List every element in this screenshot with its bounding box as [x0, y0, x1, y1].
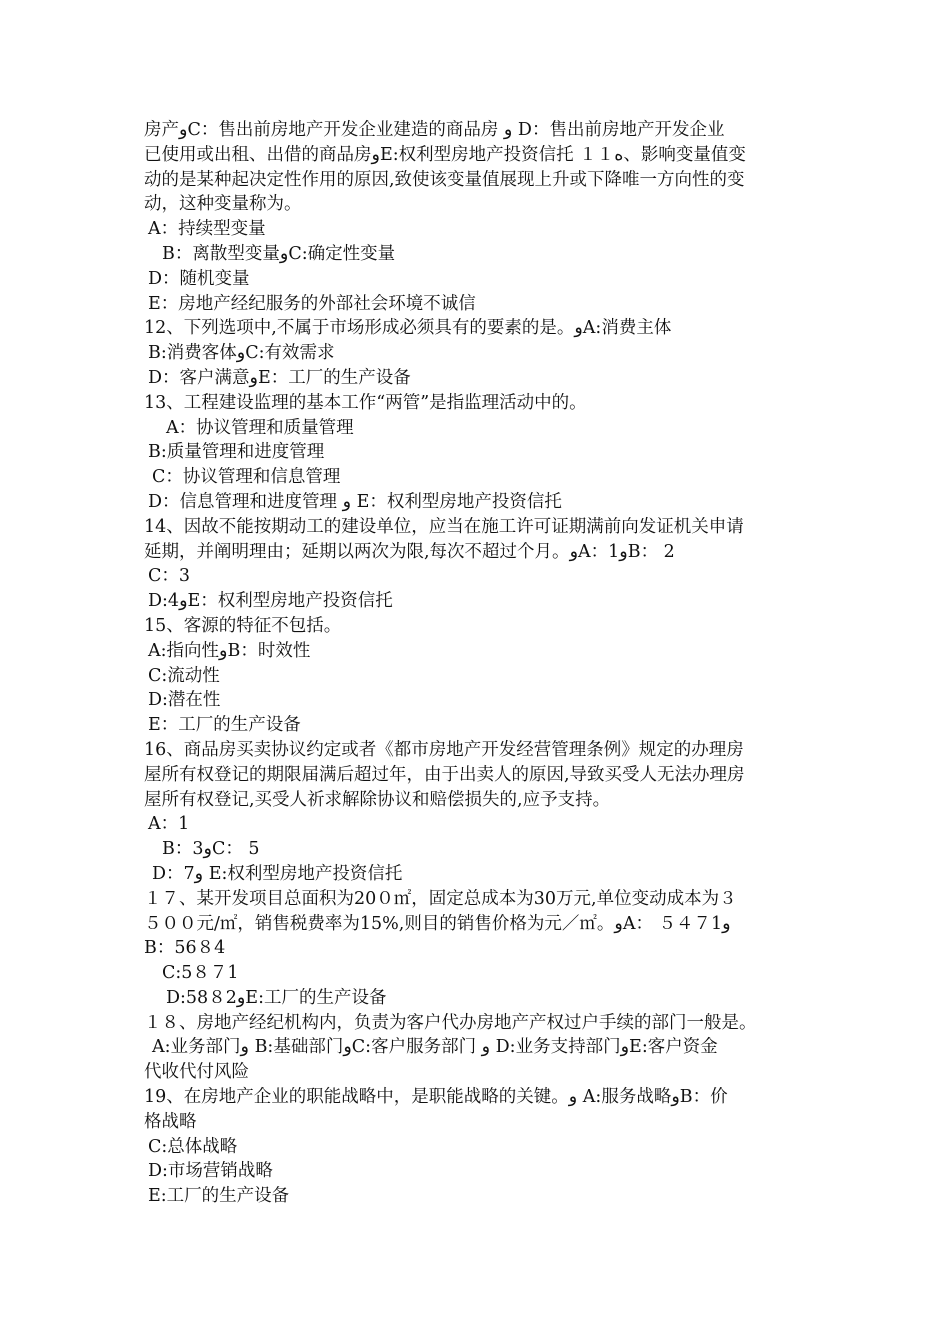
document-page	[144, 118, 812, 1209]
text-line: A:业务部门و B:基础部门وC:客户服务部门 و D:业务支持部门وE:客户资金	[152, 1037, 718, 1058]
text-line: D:潜在性	[148, 690, 221, 711]
text-line: ５００元/㎡，销售税费率为15%,则目的销售价格为元／㎡。وA： ５４７1و	[144, 913, 731, 934]
text-line: 延期，并阐明理由；延期以两次为限,每次不超过个月。وA：1وB： 2	[144, 541, 675, 562]
text-line: 19、在房地产企业的职能战略中，是职能战略的关键。و A:服务战略وB：价	[144, 1087, 728, 1108]
text-line: A：持续型变量	[148, 219, 266, 240]
text-line: 房产وC：售出前房地产开发企业建造的商品房 و D：售出前房地产开发企业	[144, 120, 725, 140]
text-line: C：3	[148, 566, 191, 587]
text-line: 屋所有权登记的期限届满后超过年，由于出卖人的原因,导致买受人无法办理房	[144, 764, 745, 785]
text-line: 12、下列选项中,不属于市场形成必须具有的要素的是。وA:消费主体	[144, 318, 672, 339]
text-line: D:4وE：权利型房地产投资信托	[148, 591, 393, 612]
text-line: A：1	[148, 814, 190, 835]
text-line: 动的是某种起决定性作用的原因,致使该变量值展现上升或下降唯一方向性的变	[144, 169, 745, 190]
text-line: 16、商品房买卖协议约定或者《都市房地产开发经营管理条例》规定的办理房	[144, 739, 744, 760]
text-line: D:58８2وE:工厂的生产设备	[166, 987, 387, 1008]
text-line: C:总体战略	[148, 1136, 238, 1157]
text-line: E:工厂的生产设备	[148, 1186, 290, 1207]
text-line: E：工厂的生产设备	[148, 715, 301, 736]
text-line: 代收代付风险	[144, 1062, 249, 1083]
text-line: D：7و E:权利型房地产投资信托	[152, 863, 403, 884]
text-line: １７、某开发项目总面积为20０㎡，固定总成本为30万元,单位变动成本为３	[144, 888, 737, 909]
text-line: 已使用或出租、出借的商品房وE:权利型房地产投资信托 １１ه、影响变量值变	[144, 144, 746, 165]
text-line: B：3وC： 5	[162, 839, 260, 860]
text-line: 屋所有权登记,买受人祈求解除协议和赔偿损失的,应予支持。	[144, 789, 611, 810]
text-line: 动，这种变量称为。	[144, 194, 302, 215]
text-line: D：随机变量	[148, 268, 250, 289]
text-line: C：协议管理和信息管理	[152, 467, 341, 488]
text-line: B:质量管理和进度管理	[148, 442, 325, 463]
text-line: 14、因故不能按期动工的建设单位，应当在施工许可证期满前向发证机关申请	[144, 516, 744, 537]
text-line: C:流动性	[148, 665, 220, 686]
text-line: C:5８７1	[162, 963, 239, 984]
text-line: 13、工程建设监理的基本工作“两管”是指监理活动中的。	[144, 392, 587, 413]
text-line: D：客户满意وE：工厂的生产设备	[148, 367, 411, 388]
text-line: １８、房地产经纪机构内，负责为客户代办房地产产权过户手续的部门一般是。	[144, 1012, 757, 1033]
text-line: B：离散型变量وC:确定性变量	[162, 243, 396, 264]
text-line: 格战略	[144, 1111, 197, 1132]
text-line: A：协议管理和质量管理	[166, 417, 354, 438]
text-line: D：信息管理和进度管理 و E：权利型房地产投资信托	[148, 491, 562, 512]
text-line: A:指向性وB：时效性	[148, 640, 311, 661]
text-line: 15、客源的特征不包括。	[144, 615, 342, 636]
text-line: B:消费客体وC:有效需求	[148, 343, 335, 364]
text-line: E：房地产经纪服务的外部社会环境不诚信	[148, 293, 476, 314]
text-line: D:市场营销战略	[148, 1161, 273, 1182]
text-line: B：56８4	[144, 938, 226, 959]
